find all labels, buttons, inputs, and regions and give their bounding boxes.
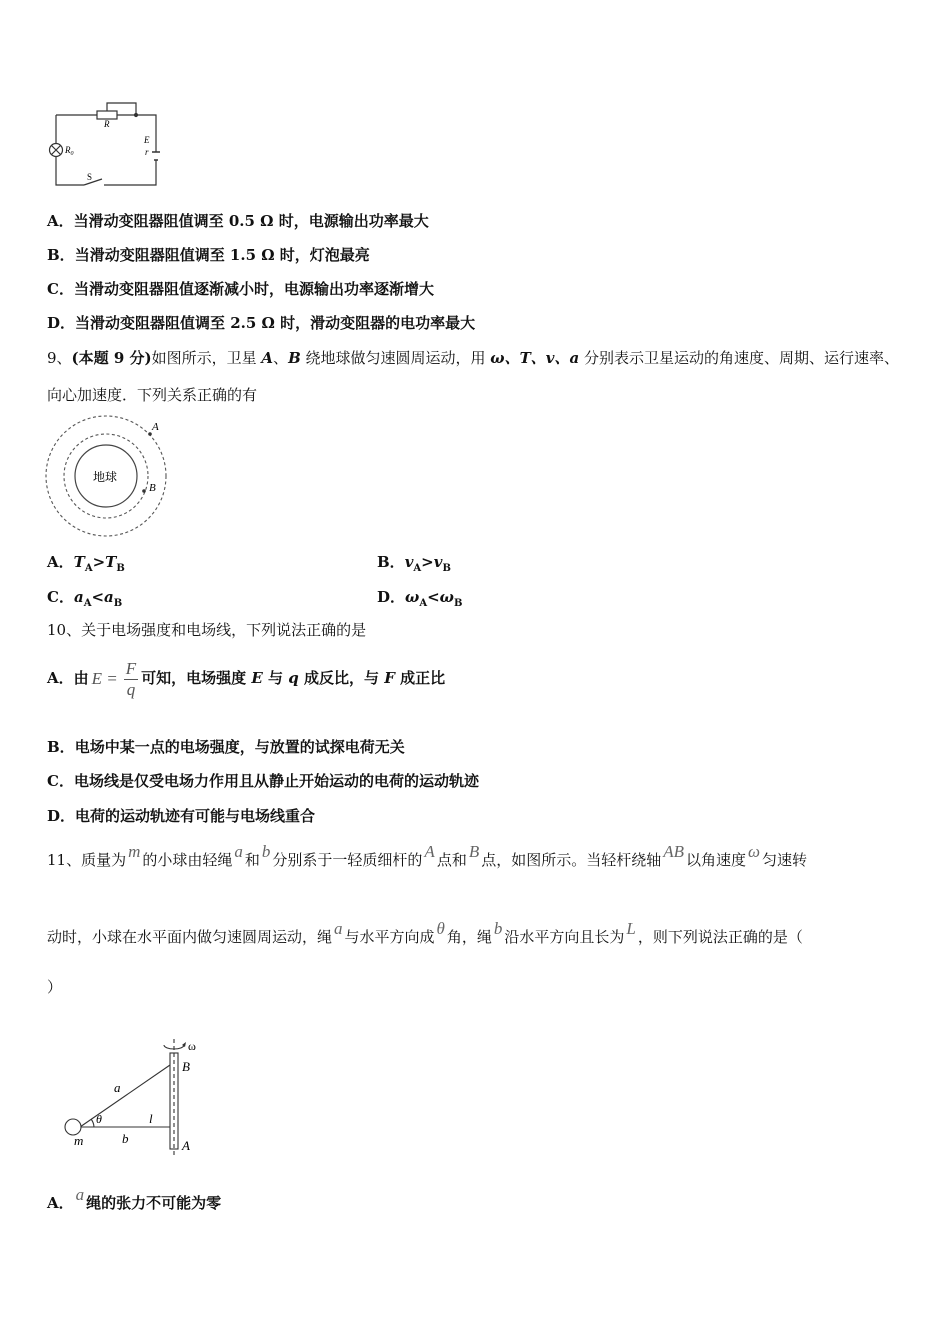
circuit-label-S: S — [87, 172, 93, 182]
svg-text:R0 — [64, 145, 74, 157]
q9-option-b[interactable]: B．$v_A>v_B$ — [377, 553, 451, 574]
rod-label-omega: ω — [188, 1039, 196, 1053]
q10-option-a[interactable]: A．由 E = $\frac{F}{q}$ 可知，电场强度 E 与 q 成反比，与 F 成正比 — [47, 658, 446, 699]
circuit-label-E: E — [144, 135, 150, 145]
option-text: 当滑动变阻器阻值调至 2.5 Ω 时，滑动变阻器的电功率最大 — [75, 314, 476, 332]
q11-stem-line3: ） — [47, 978, 63, 996]
orbit-label-b: B — [149, 482, 156, 494]
rod-label-theta: θ — [96, 1112, 102, 1126]
formula-lhs: E = — [91, 669, 118, 688]
circuit-label-R0: R — [65, 145, 71, 155]
q8-option-b[interactable] — [47, 245, 370, 265]
circuit-label-r: r — [145, 147, 149, 157]
rod-label-A: A — [182, 1138, 190, 1153]
fraction-f-over-q: $\frac{F}{q}$ — [125, 658, 137, 699]
q9-stem-line1: 9、(本题 9 分)如图所示，卫星 A、B 绕地球做匀速圆周运动，用 ω、T、v、a 分别表示卫星运动的角速度、周期、运行速率、 — [47, 349, 899, 367]
q10-option-b[interactable]: B．电场中某一点的电场强度，与放置的试探电荷无关 — [47, 738, 405, 756]
q8-option-d[interactable] — [47, 313, 475, 333]
rod-figure — [58, 1035, 218, 1160]
option-label: C． — [47, 280, 74, 298]
q9-option-d[interactable]: D．$\omega_A<\omega_B$ — [377, 588, 463, 609]
q11-stem-line2: 动时，小球在水平面内做匀速圆周运动，绳 a 与水平方向成 θ 角，绳 b 沿水平方向且长为 L ，则下列说法正确的是（ — [47, 919, 803, 946]
circuit-label-R0-sub: 0 — [70, 151, 74, 157]
option-label: D． — [47, 314, 76, 332]
q11-option-a[interactable]: A． a 绳的张力不可能为零 — [47, 1185, 222, 1212]
orbit-label-a: A — [152, 421, 159, 433]
q8-option-c[interactable] — [47, 279, 434, 299]
rod-label-a: a — [114, 1080, 121, 1095]
option-text: 当滑动变阻器阻值调至 1.5 Ω 时，灯泡最亮 — [74, 246, 370, 264]
rod-label-m: m — [74, 1133, 84, 1148]
option-label: B． — [47, 246, 75, 264]
rod-label-l: l — [149, 1111, 153, 1126]
q10-option-c[interactable]: C．电场线是仅受电场力作用且从静止开始运动的电荷的运动轨迹 — [47, 772, 479, 790]
option-label: A． — [47, 212, 74, 230]
q9-option-c[interactable]: C．$a_A<a_B$ — [47, 588, 123, 609]
q9-option-a[interactable]: A．$T_A>T_B$ — [47, 553, 125, 574]
q10-option-d[interactable]: D．电荷的运动轨迹有可能与电场线重合 — [47, 807, 316, 825]
q8-option-a[interactable] — [47, 211, 429, 231]
rod-label-B: B — [182, 1059, 190, 1074]
q10-stem: 10、关于电场强度和电场线，下列说法正确的是 — [47, 621, 367, 639]
q11-stem-line1: 11、质量为 m 的小球由轻绳 a 和 b 分别系于一轻质细杆的 A 点和 B 点，如图所示。当轻杆绕轴 AB 以角速度 ω 匀速转 — [47, 842, 808, 869]
circuit-label-R: R — [104, 119, 110, 129]
option-text: 当滑动变阻器阻值逐渐减小时，电源输出功率逐渐增大 — [73, 280, 434, 298]
q9-stem-line2: 向心加速度．下列关系正确的有 — [47, 386, 258, 404]
orbit-figure — [42, 412, 172, 542]
rod-label-b: b — [122, 1131, 129, 1146]
circuit-figure — [44, 95, 164, 190]
orbit-earth-label: 地球 — [93, 470, 118, 484]
option-text: 当滑动变阻器阻值调至 0.5 Ω 时，电源输出功率最大 — [73, 212, 429, 230]
